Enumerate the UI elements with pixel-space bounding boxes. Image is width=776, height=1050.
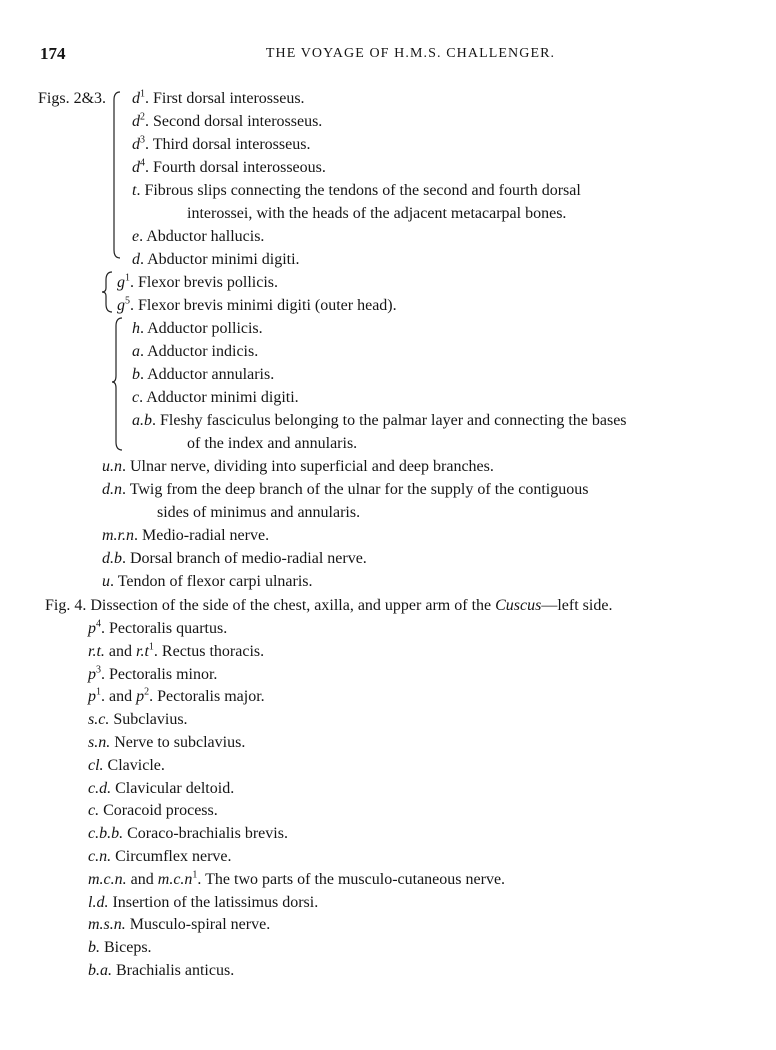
legend-entry: [132, 386, 299, 409]
legend-entry: [132, 225, 264, 248]
legend-entry: [132, 133, 310, 156]
entry-continuation: interossei, with the heads of the adjacent metacarpal bones.: [187, 205, 567, 222]
entry-label: g: [117, 297, 125, 314]
entry-label: d: [132, 251, 140, 268]
entry-text: . Adductor minimi digiti.: [139, 389, 299, 406]
entry-superscript: 1: [140, 88, 145, 100]
entry-label: d.n: [102, 481, 122, 498]
entry-text: . Adductor annularis.: [140, 366, 275, 383]
fig-4-entry: s.n. Nerve to subclavius.: [88, 734, 246, 751]
entry-text: . Second dorsal interosseus.: [145, 113, 323, 130]
entry-label: t: [132, 182, 137, 199]
entry-text: . Tendon of flexor carpi ulnaris.: [110, 573, 313, 590]
entry-text: . First dorsal interosseus.: [145, 90, 305, 107]
entry-superscript: 3: [140, 134, 145, 146]
entry-label: a.b: [132, 412, 152, 429]
entry-text: . Dorsal branch of medio-radial nerve.: [122, 550, 367, 567]
entry-text: . Fourth dorsal interosseous.: [145, 159, 326, 176]
figs-2-3-label: Figs. 2&3.: [38, 90, 107, 107]
entry-text: . Third dorsal interosseus.: [145, 136, 311, 153]
entry-text: . Adductor indicis.: [140, 343, 259, 360]
entry-text: . Flexor brevis minimi digiti (outer head).: [130, 297, 397, 314]
legend-entry: [132, 248, 300, 271]
page-header: [38, 44, 718, 70]
entry-text: . Medio-radial nerve.: [134, 527, 270, 544]
legend-entry: [132, 179, 581, 202]
legend-entry: [132, 340, 258, 363]
entry-label: a: [132, 343, 140, 360]
legend-entry: [117, 271, 278, 294]
entry-label: b: [132, 366, 140, 383]
running-title: THE VOYAGE OF H.M.S. CHALLENGER.: [265, 46, 556, 61]
legend-entry: [102, 524, 269, 547]
entry-label: d.b: [102, 550, 122, 567]
fig-4-caption-end: —left side.: [541, 597, 613, 614]
legend-entry: [102, 478, 588, 501]
entry-label: g: [117, 274, 125, 291]
entry-label: m.r.n: [102, 527, 135, 544]
fig-4-caption: [45, 594, 612, 617]
fig-4-entry: b. Biceps.: [88, 939, 152, 957]
legend-entry: [132, 363, 274, 386]
fig-4-entry: m.s.n. Musculo-spiral nerve.: [88, 916, 271, 934]
entry-label: d: [132, 159, 140, 176]
fig-4-entry: l.d. Insertion of the latissimus dorsi.: [88, 893, 319, 911]
entry-label: d: [132, 113, 140, 130]
entry-label: u: [102, 573, 110, 590]
entry-text: . Twig from the deep branch of the ulnar for the supply of the contiguous: [122, 481, 589, 498]
legend-entry: [132, 409, 627, 432]
entry-superscript: 4: [140, 157, 145, 169]
legend-entry: [102, 570, 313, 593]
fig-4-entry: s.c. Subclavius.: [88, 711, 188, 729]
entry-label: u.n: [102, 458, 122, 475]
entry-label: c: [132, 389, 140, 406]
legend-entry: [102, 547, 367, 570]
entry-superscript: 5: [125, 295, 130, 307]
entry-text: . Ulnar nerve, dividing into superficial and deep branches.: [122, 458, 494, 475]
fig-4-entry: b.a. Brachialis anticus.: [88, 962, 235, 979]
fig-4-caption-text: Dissection of the side of the chest, axilla, and upper arm of the: [90, 597, 496, 614]
legend-entry: [132, 317, 263, 340]
entry-label: e: [132, 228, 140, 245]
fig-4-entry: c. Coracoid process.: [88, 802, 218, 820]
legend-entry: [132, 87, 305, 110]
entry-text: . Fleshy fasciculus belonging to the palmar layer and connecting the bases: [152, 412, 627, 429]
entry-text: . Abductor minimi digiti.: [140, 251, 300, 268]
legend-entry: [132, 110, 322, 133]
fig-4-entry: cl. Clavicle.: [88, 756, 165, 774]
legend-entry: [132, 156, 326, 179]
fig-4-entry: c.n. Circumflex nerve.: [88, 848, 232, 865]
entry-continuation: sides of minimus and annularis.: [157, 504, 361, 521]
fig-4-entry: $p^1$. and $p^2$. Pectoralis major.: [88, 687, 265, 706]
brace-group-1: [110, 90, 124, 260]
fig-4-entry: c.b.b. Coraco-brachialis brevis.: [88, 825, 288, 843]
fig-4-label: Fig. 4.: [45, 597, 87, 614]
entry-text: . Adductor pollicis.: [140, 320, 263, 337]
legend-entry: [102, 455, 494, 478]
fig-4-entry: $p^3$. Pectoralis minor.: [88, 664, 218, 683]
entry-text: . Abductor hallucis.: [139, 228, 265, 245]
entry-label: h: [132, 320, 140, 337]
entry-continuation: of the index and annularis.: [187, 435, 358, 452]
page-number: 174: [40, 44, 66, 63]
fig-4-entry: m.c.n. and $m.c.n^1$. The two parts of the musculo-cutaneous nerve.: [88, 869, 506, 888]
entry-text: . Fibrous slips connecting the tendons of the second and fourth dorsal: [136, 182, 581, 199]
entry-text: . Flexor brevis pollicis.: [130, 274, 278, 291]
entry-label: d: [132, 90, 140, 107]
fig-4-entry: c.d. Clavicular deltoid.: [88, 779, 235, 797]
brace-group-2: [100, 270, 114, 314]
entry-label: d: [132, 136, 140, 153]
entry-superscript: 2: [140, 111, 145, 123]
fig-4-entry: $p^4$. Pectoralis quartus.: [88, 618, 228, 637]
legend-entry: [117, 294, 397, 317]
entry-superscript: 1: [125, 272, 130, 284]
fig-4-entry: r.t. and $r.t^1$. Rectus thoracis.: [88, 641, 265, 660]
fig-4-caption-species: Cuscus: [495, 597, 542, 614]
brace-group-3: [110, 316, 124, 452]
